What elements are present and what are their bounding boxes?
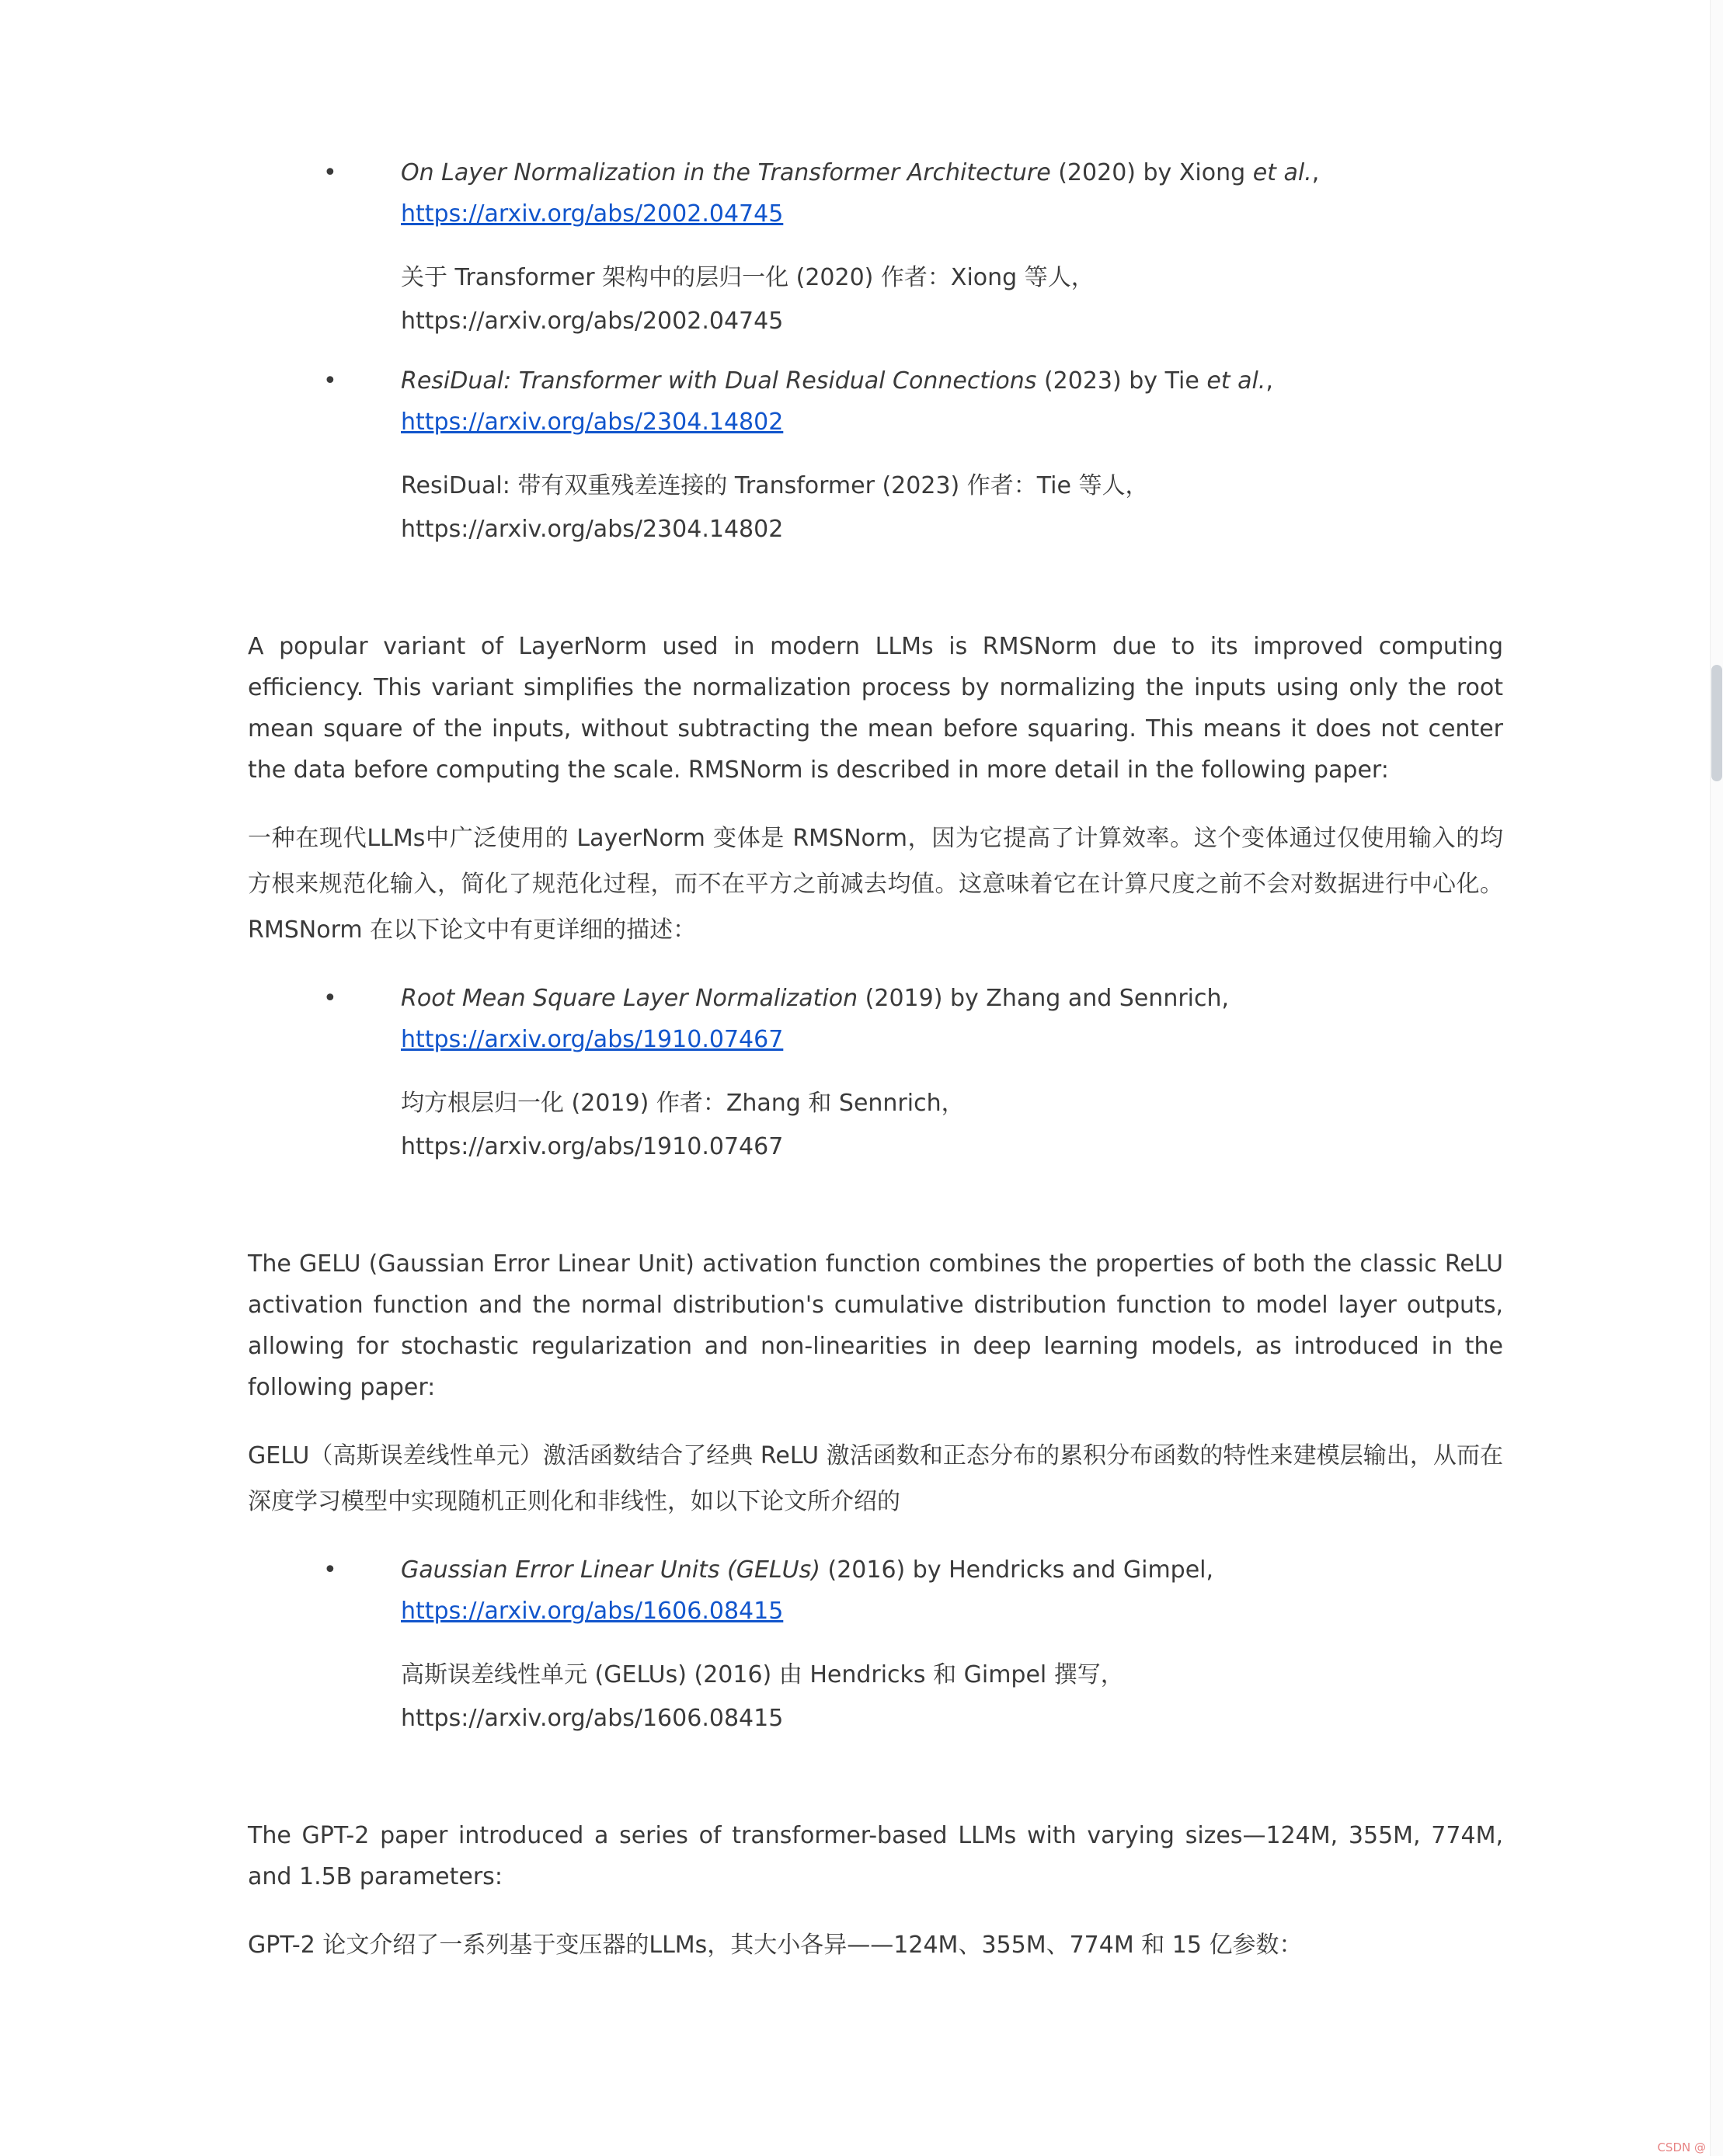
citation-meta: (2019) by Zhang and Sennrich, [858, 985, 1230, 1012]
reference-body [401, 1549, 1411, 1740]
reference-list-rmsnorm [248, 978, 1503, 1169]
reference-item-xiong [248, 152, 1503, 343]
reference-list-layernorm [248, 152, 1503, 551]
paragraph-gelu-en: The GELU (Gaussian Error Linear Unit) activation function combines the properties of both the classic ReLU activation function and the normal distribution's cumulative distribution function to model layer outputs, allowing for stochastic regularization and non-linearities in deep learning models, as introduced in the following paper: [248, 1250, 1503, 1401]
document-page [248, 152, 1503, 1993]
reference-body [401, 152, 1411, 343]
reference-item-residual [248, 360, 1503, 551]
citation-zh-url: https://arxiv.org/abs/2304.14802 [401, 516, 784, 543]
arxiv-link[interactable]: https://arxiv.org/abs/2002.04745 [401, 200, 784, 228]
paper-title: Gaussian Error Linear Units (GELUs) [401, 1556, 820, 1584]
paper-title: On Layer Normalization in the Transformer Architecture [401, 159, 1051, 186]
scrollbar-track[interactable] [1710, 0, 1723, 2156]
etal-text: et al. [1252, 159, 1312, 186]
bullet-icon: • [323, 1556, 337, 1584]
bullet-icon: • [323, 159, 337, 186]
citation-zh-url: https://arxiv.org/abs/1910.07467 [401, 1133, 784, 1160]
reference-item-rmsnorm [248, 978, 1503, 1169]
reference-item-gelu [248, 1549, 1503, 1740]
reference-body [401, 978, 1411, 1169]
reference-citation-en [401, 360, 1411, 443]
arxiv-link[interactable]: https://arxiv.org/abs/2304.14802 [401, 409, 784, 436]
csdn-watermark: CSDN @ [1657, 2140, 1706, 2154]
citation-zh-text: 关于 Transformer 架构中的层归一化 (2020) 作者：Xiong 等人， [401, 264, 1095, 291]
citation-meta: (2016) by Hendricks and Gimpel, [820, 1556, 1214, 1584]
etal-text: et al. [1206, 367, 1266, 395]
paragraph-rmsnorm-zh: 一种在现代LLMs中广泛使用的 LayerNorm 变体是 RMSNorm，因为它提高了计算效率。这个变体通过仅使用输入的均方根来规范化输入，简化了规范化过程，而不在平方之前减去均值。这意味着它在计算尺度之前不会对数据进行中心化。RMSNorm 在以下论文中有更详细的描述： [248, 825, 1503, 944]
citation-zh-text: ResiDual: 带有双重残差连接的 Transformer (2023) 作者：Tie 等人， [401, 472, 1149, 499]
arxiv-link[interactable]: https://arxiv.org/abs/1606.08415 [401, 1598, 784, 1625]
bullet-icon: • [323, 985, 337, 1012]
paragraph-gpt2-en: The GPT-2 paper introduced a series of transformer-based LLMs with varying sizes—124M, 355M, 774M, and 1.5B parameters: [248, 1822, 1503, 1890]
reference-citation-zh [401, 1082, 1411, 1169]
paragraph-rmsnorm-en: A popular variant of LayerNorm used in modern LLMs is RMSNorm due to its improved computing efficiency. This variant simplifies the normalization process by normalizing the inputs using only the root mean square of the inputs, without subtracting the mean before squaring. This means it does not center the data before computing the scale. RMSNorm is described in more detail in the following paper: [248, 633, 1503, 784]
citation-separator: , [1311, 159, 1320, 186]
reference-body [401, 360, 1411, 551]
citation-zh-url: https://arxiv.org/abs/1606.08415 [401, 1705, 784, 1732]
citation-zh-text: 高斯误差线性单元 (GELUs) (2016) 由 Hendricks 和 Gimpel 撰写， [401, 1661, 1124, 1688]
paragraph-gelu-zh: GELU（高斯误差线性单元）激活函数结合了经典 ReLU 激活函数和正态分布的累积分布函数的特性来建模层输出，从而在深度学习模型中实现随机正则化和非线性，如以下论文所介绍的 [248, 1442, 1503, 1515]
citation-zh-text: 均方根层归一化 (2019) 作者：Zhang 和 Sennrich， [401, 1090, 965, 1117]
reference-citation-en [401, 152, 1411, 235]
reference-citation-en [401, 1549, 1411, 1632]
reference-citation-zh [401, 1654, 1411, 1740]
citation-separator: , [1265, 367, 1273, 395]
reference-list-gelu [248, 1549, 1503, 1740]
reference-citation-zh [401, 464, 1411, 551]
bullet-icon: • [323, 367, 337, 395]
scrollbar-thumb[interactable] [1711, 665, 1722, 781]
paper-title: Root Mean Square Layer Normalization [401, 985, 858, 1012]
reference-citation-zh [401, 256, 1411, 343]
paper-title: ResiDual: Transformer with Dual Residual Connections [401, 367, 1037, 395]
citation-meta: (2023) by Tie [1036, 367, 1207, 395]
citation-zh-url: https://arxiv.org/abs/2002.04745 [401, 308, 784, 335]
paragraph-gpt2-zh: GPT-2 论文介绍了一系列基于变压器的LLMs，其大小各异——124M、355M、774M 和 15 亿参数： [248, 1932, 1303, 1959]
citation-meta: (2020) by Xiong [1050, 159, 1253, 186]
arxiv-link[interactable]: https://arxiv.org/abs/1910.07467 [401, 1026, 784, 1053]
reference-citation-en [401, 978, 1411, 1060]
